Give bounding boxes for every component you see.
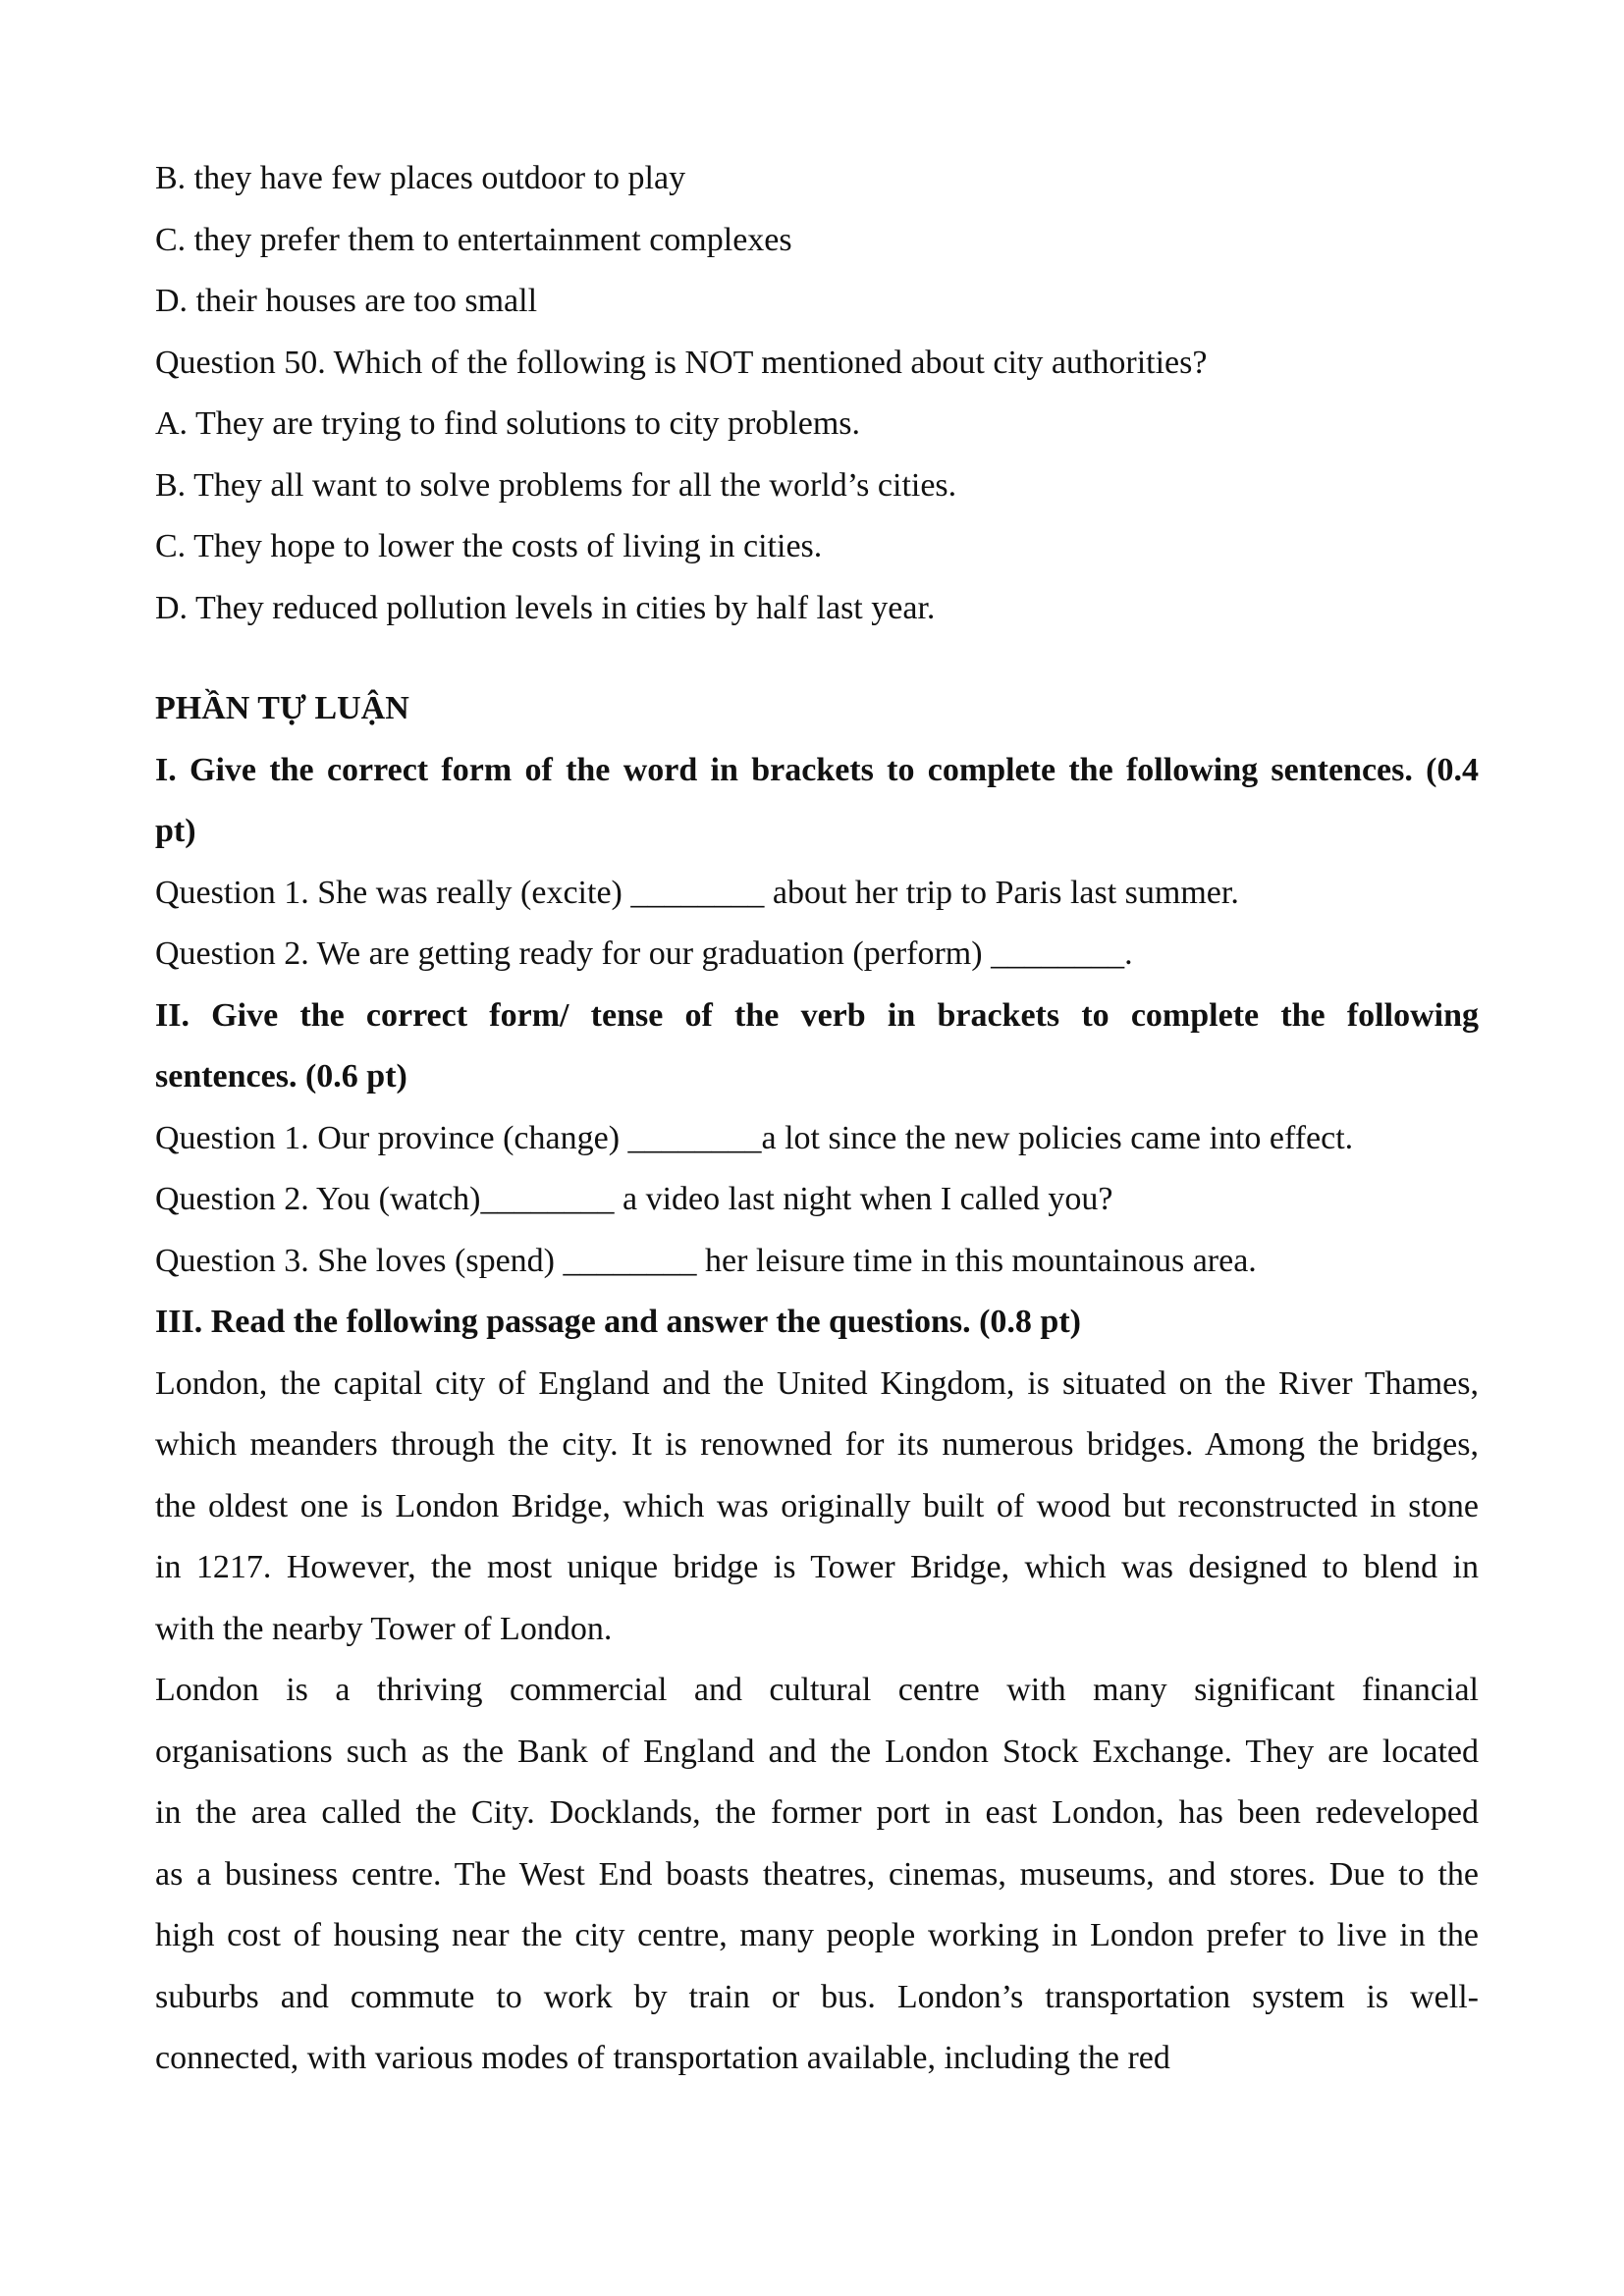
option-q49-b: B. they have few places outdoor to play xyxy=(155,160,686,196)
passage-line: in 1217. However, the most unique bridge is Tower Bridge, which was designed to blend in xyxy=(155,1549,1479,1585)
option-q50-b: B. They all want to solve problems for all the world’s cities. xyxy=(155,466,957,504)
option-q50-d: D. They reduced pollution levels in cities by half last year. xyxy=(155,589,936,626)
essay-title: PHẦN TỰ LUẬN xyxy=(155,690,409,726)
passage-line: as a business centre. The West End boasts theatres, cinemas, museums, and stores. Due to the xyxy=(155,1855,1479,1893)
section1-question-2: Question 2. We are getting ready for our graduation (perform) ________. xyxy=(155,935,1133,972)
passage-line: suburbs and commute to work by train or bus. London’s transportation system is well- xyxy=(155,1978,1479,2015)
passage-line: high cost of housing near the city centre, many people working in London prefer to live in the xyxy=(155,1917,1479,1953)
passage-line: with the nearby Tower of London. xyxy=(155,1610,613,1647)
page-content xyxy=(155,148,1479,2090)
passage-line: which meanders through the city. It is renowned for its numerous bridges. Among the bridges, xyxy=(155,1426,1479,1463)
section2-heading-line1: II. Give the correct form/ tense of the verb in brackets to complete the following xyxy=(155,996,1479,1034)
question-50: Question 50. Which of the following is NOT mentioned about city authorities? xyxy=(155,344,1208,381)
section2-question-3: Question 3. She loves (spend) ________ her leisure time in this mountainous area. xyxy=(155,1242,1257,1279)
passage-line: London, the capital city of England and the United Kingdom, is situated on the River Thames, xyxy=(155,1364,1479,1402)
option-q50-c: C. They hope to lower the costs of living in cities. xyxy=(155,528,823,564)
section2-heading-line2: sentences. (0.6 pt) xyxy=(155,1058,407,1095)
section2-question-2: Question 2. You (watch)________ a video last night when I called you? xyxy=(155,1181,1113,1217)
passage-line: organisations such as the Bank of England and the London Stock Exchange. They are located xyxy=(155,1733,1479,1770)
option-q50-a: A. They are trying to find solutions to city problems. xyxy=(155,405,861,442)
section2-question-1: Question 1. Our province (change) ________a lot since the new policies came into effect. xyxy=(155,1119,1354,1156)
option-q49-c: C. they prefer them to entertainment complexes xyxy=(155,221,792,258)
passage-line: in the area called the City. Docklands, the former port in east London, has been redeveloped xyxy=(155,1794,1479,1831)
option-q49-d: D. their houses are too small xyxy=(155,283,538,319)
section1-question-1: Question 1. She was really (excite) ________ about her trip to Paris last summer. xyxy=(155,874,1239,911)
passage-line: connected, with various modes of transportation available, including the red xyxy=(155,2040,1170,2076)
passage-line: the oldest one is London Bridge, which was originally built of wood but reconstructed in stone xyxy=(155,1487,1479,1524)
section1-heading-line2: pt) xyxy=(155,813,196,849)
spacer xyxy=(155,639,1479,678)
section1-heading-line1: I. Give the correct form of the word in brackets to complete the following sentences. (0.4 xyxy=(155,751,1479,788)
passage-line: London is a thriving commercial and cultural centre with many significant financial xyxy=(155,1672,1479,1708)
section3-heading: III. Read the following passage and answer the questions. (0.8 pt) xyxy=(155,1304,1081,1340)
